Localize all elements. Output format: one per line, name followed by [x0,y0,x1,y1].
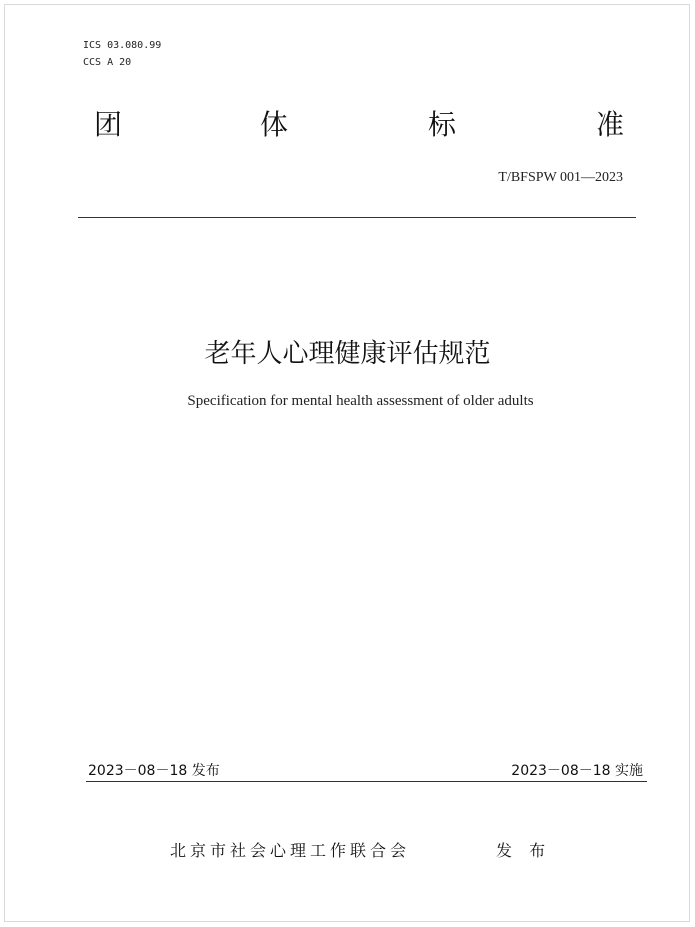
issue-date: 2023－08－18 发布 [88,763,220,779]
title-chinese: 老年人心理健康评估规范 [204,339,491,369]
ics-code: ICS 03.080.99 [83,40,162,51]
publisher-name: 北京市社会心理工作联合会 [170,841,411,860]
title-english: Specification for mental health assessment of older adults [187,393,534,409]
publish-label: 发 布 [496,841,552,860]
header-divider [78,217,636,218]
standard-type-char-4: 准 [596,108,625,141]
standard-type-heading [80,105,630,145]
standard-type-char-2: 体 [260,108,289,141]
implementation-date: 2023－08－18 实施 [511,763,643,779]
standard-type-char-3: 标 [428,108,457,141]
standard-number: T/BFSPW 001—2023 [498,170,623,185]
classification-codes [83,37,161,71]
ccs-code: CCS A 20 [83,57,132,68]
standard-type-char-1: 团 [94,108,123,141]
footer-divider [86,781,647,782]
